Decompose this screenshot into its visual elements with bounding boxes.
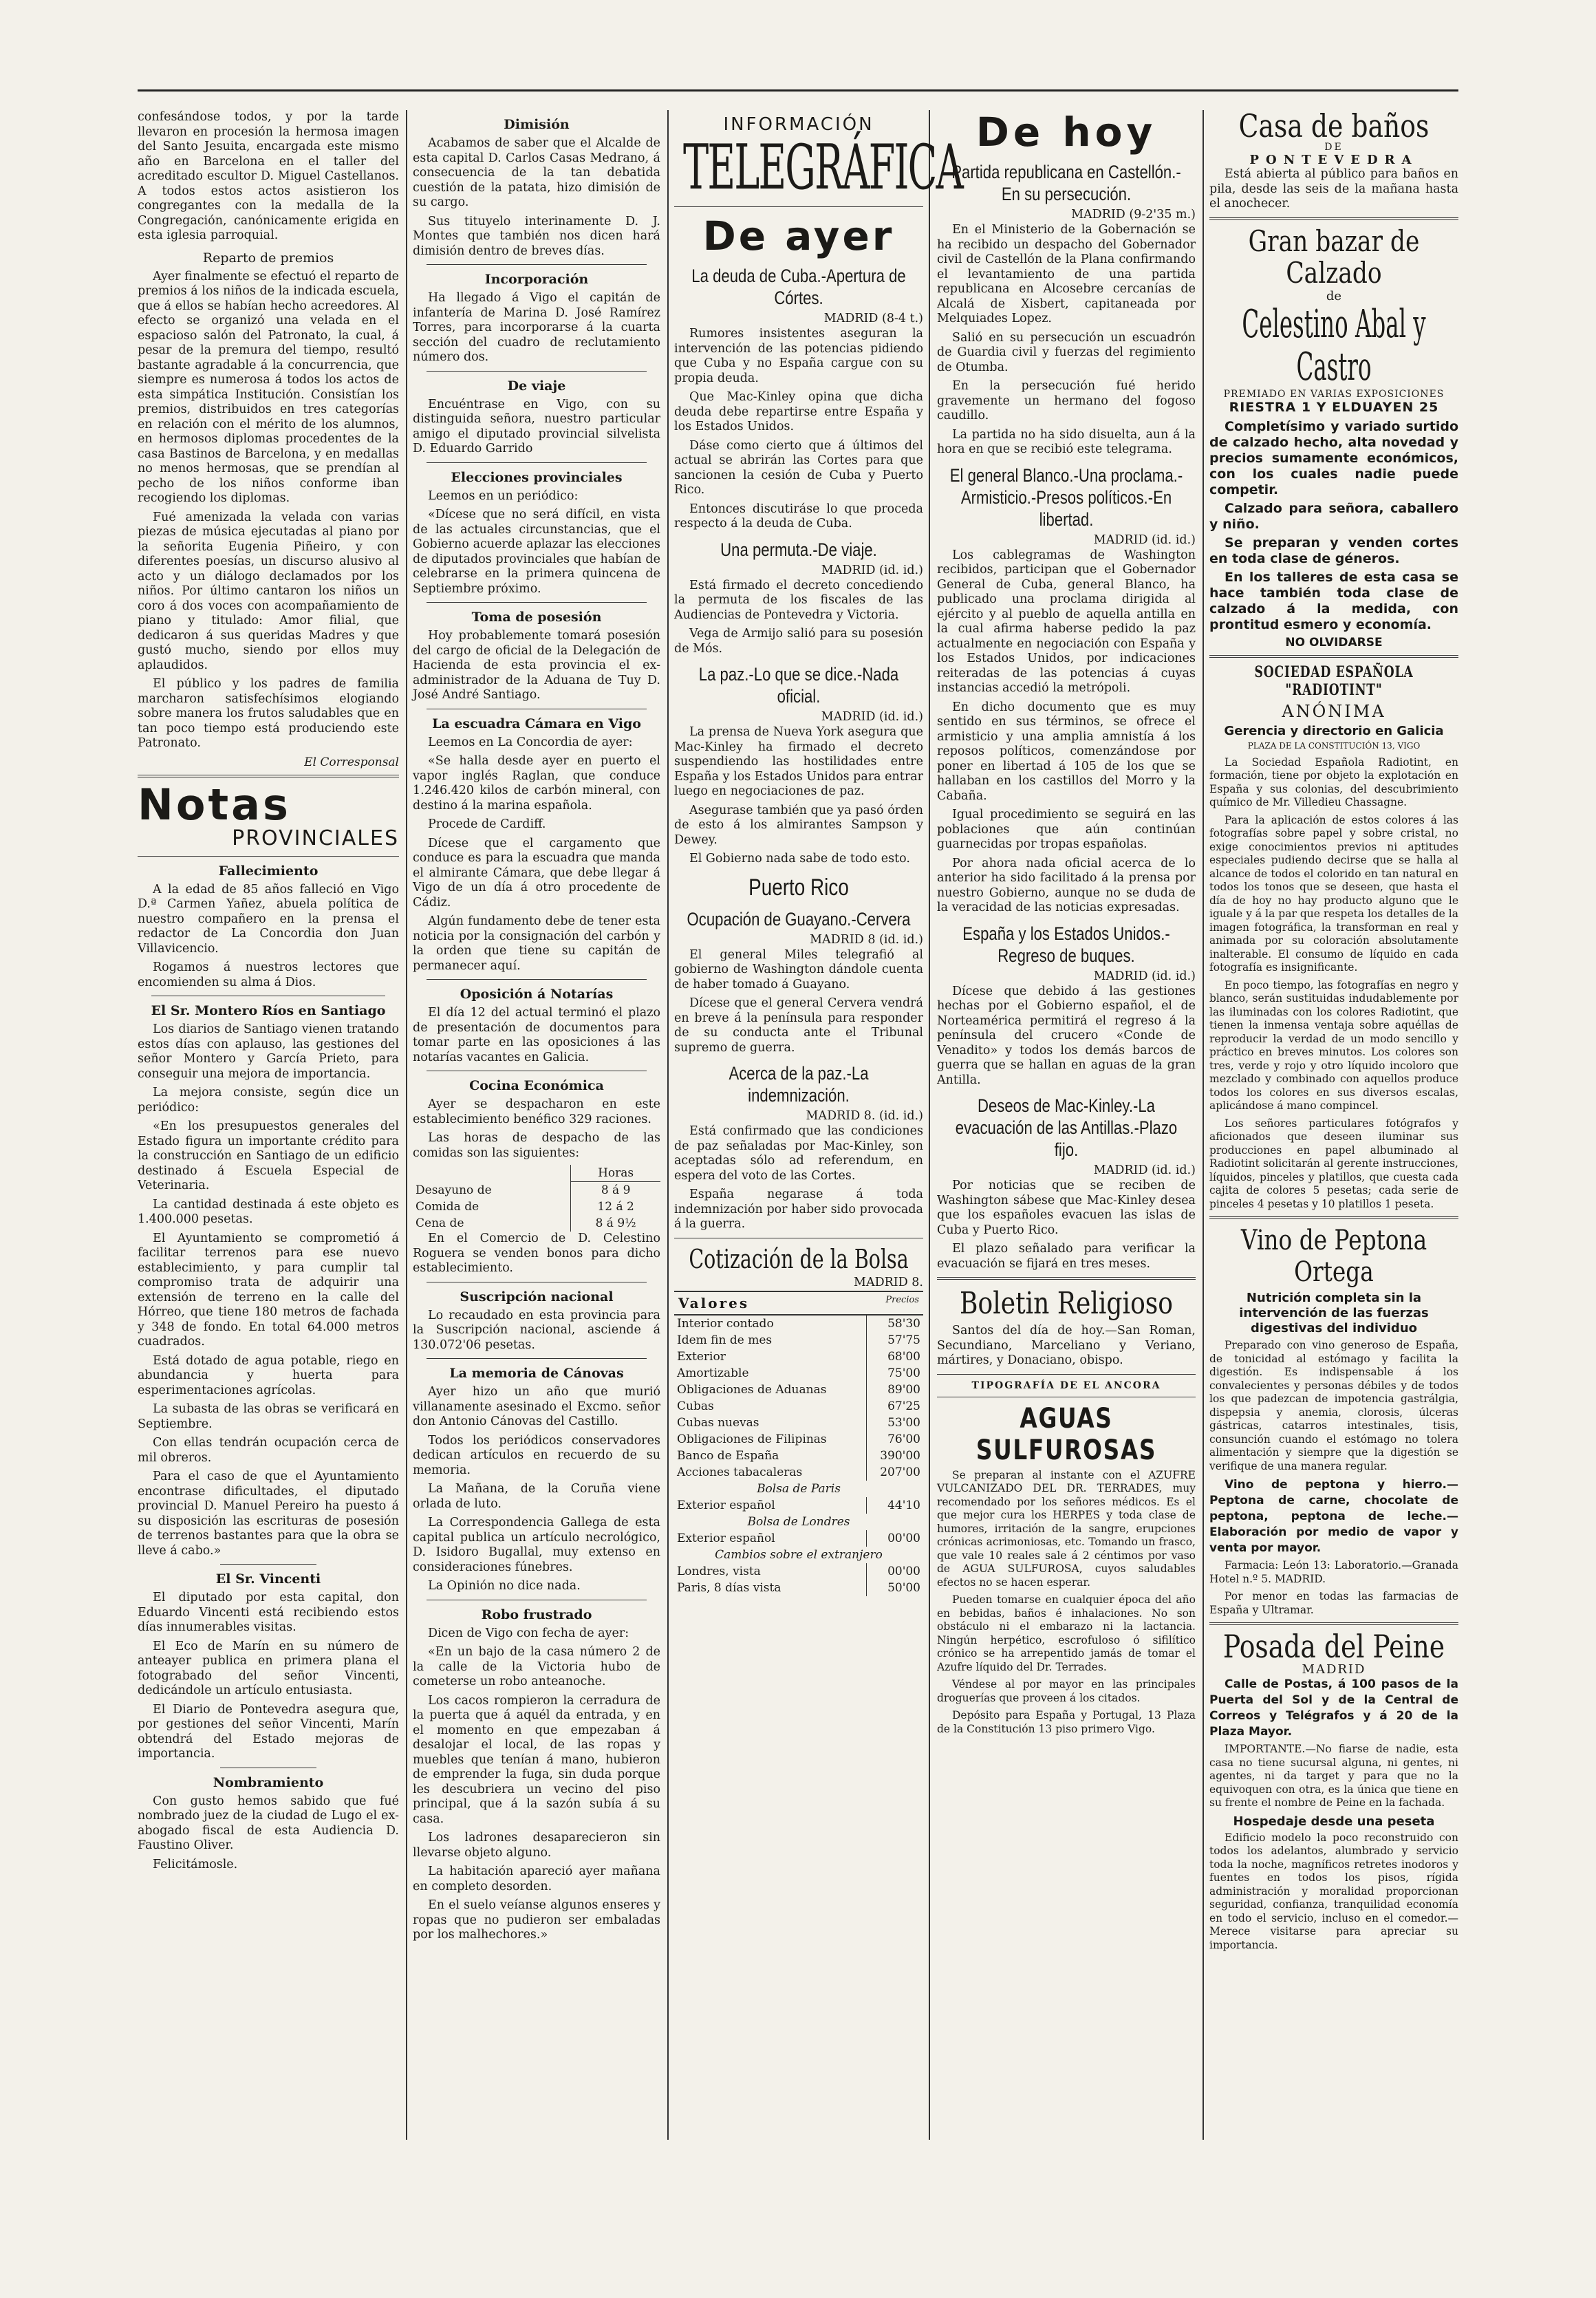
boletin-title: Boletin Religioso bbox=[959, 1286, 1174, 1321]
de-hoy-title: De hoy bbox=[975, 109, 1157, 155]
table-cell: Cena de bbox=[416, 1216, 464, 1230]
valores-label: Valores bbox=[678, 1294, 750, 1311]
article-text: Salió en su persecución un escuadrón de Guardia civil y fuerzas del regimiento de Otumba. bbox=[937, 330, 1196, 374]
table-row bbox=[413, 1182, 660, 1199]
newspaper-page bbox=[138, 89, 1458, 2140]
news-headline: Una permuta.-De viaje. bbox=[720, 539, 877, 560]
article-text: Con gusto hemos sabido que fué nombrado juez de la ciudad de Lugo el ex-abogado fiscal de esta Audiencia D. Faustino Oliver. bbox=[138, 1794, 399, 1852]
table-cell: 00'00 bbox=[866, 1563, 923, 1580]
table-header: Horas bbox=[571, 1165, 660, 1182]
article-text: Acabamos de saber que el Alcalde de esta capital D. Carlos Casas Medrano, á consecuencia de la tan debatida cuestión de la patata, hizo dimisión de su cargo. bbox=[413, 136, 660, 209]
peptona-subtitle: Nutrición completa sin la intervención de las fuerzas digestivas del individuo bbox=[1239, 1291, 1429, 1335]
bazar-name: Celestino Abal y Castro bbox=[1242, 301, 1426, 389]
article-text: El plazo señalado para verificar la evacuación se fijará en tres meses. bbox=[937, 1242, 1196, 1271]
article-text: A la edad de 85 años falleció en Vigo D.ª Carmen Yañez, abuela política de nuestro compañero en la prensa el redactor de La Concordia don Juan Villavicencio. bbox=[138, 882, 399, 956]
article-text: Dícese que el general Cervera vendrá en breve á la península para responder de su conducta ante el Tribunal supremo de guerra. bbox=[674, 996, 923, 1055]
section-title: El Sr. Montero Ríos en Santiago bbox=[151, 1003, 386, 1018]
ad-text: Vino de peptona y hierro.—Peptona de carne, chocolate de peptona, peptona de leche.—Elaboración por medio de vapor y venta por mayor. bbox=[1209, 1478, 1458, 1555]
section-title: Dimisión bbox=[504, 117, 570, 132]
table-cell: Cubas nuevas bbox=[677, 1415, 759, 1430]
table-row bbox=[674, 1497, 923, 1514]
table-row bbox=[674, 1580, 923, 1596]
table-cell: 8 á 9 bbox=[571, 1182, 660, 1199]
article-text: «Dícese que no será difícil, en vista de las actuales circunstancias, que el Gobierno acuerde aplazar las elecciones de diputados provinciales que habían de celebrarse en la primera quincena de Septiembre próximo. bbox=[413, 508, 660, 596]
article-text: El diputado por esta capital, don Eduardo Vincenti está recibiendo estos días innumerables visitas. bbox=[138, 1591, 399, 1634]
section-title: Oposición á Notarías bbox=[460, 987, 614, 1002]
table-row bbox=[674, 1316, 923, 1332]
cocina-hours-table bbox=[413, 1165, 660, 1232]
table-cell: Obligaciones de Filipinas bbox=[677, 1432, 827, 1446]
ad-text: Calle de Postas, á 100 pasos de la Puerta del Sol y de la Central de Correos y Telégrafos y á 20 de la Plaza Mayor. bbox=[1209, 1677, 1458, 1739]
article-text: Por noticias que se reciben de Washington sábese que Mac-Kinley desea que los españoles evacuen las islas de Cuba y Puerto Rico. bbox=[937, 1179, 1196, 1237]
table-cell: Interior contado bbox=[677, 1316, 774, 1331]
aguas-title: AGUAS SULFUROSAS bbox=[975, 1402, 1157, 1466]
table-row bbox=[674, 1415, 923, 1431]
radiotint-anonima: ANÓNIMA bbox=[1282, 701, 1386, 721]
dateline: MADRID (id. id.) bbox=[821, 563, 923, 577]
divider bbox=[937, 1277, 1196, 1280]
article-text: Las horas de despacho de las comidas son las siguientes: bbox=[413, 1131, 660, 1160]
table-cell: 89'00 bbox=[866, 1382, 923, 1398]
table-cell: 44'10 bbox=[866, 1497, 923, 1514]
ad-text: Para la aplicación de estos colores á las fotografías sobre papel y sobre cristal, no exige conocimientos previos ni aptitudes especiales pudiendo decirse que se halla al alcance de todos el colorido en tan natural en todos los tonos que se deseen, que hasta el día de hoy no hay producto alguno que le iguale y á la par que respeta los detalles de la imagen fotográfica, la transforman en real y animada por su coloración absolutamente inalterable. El consumo de líquido en cada fotografía es insignificante. bbox=[1209, 813, 1458, 974]
notas-title: Notas bbox=[138, 779, 291, 830]
cotizacion-title: Cotización de la Bolsa bbox=[689, 1243, 909, 1274]
posada-title: Posada del Peine bbox=[1222, 1628, 1445, 1665]
table-cell: 390'00 bbox=[866, 1448, 923, 1464]
divider bbox=[138, 775, 399, 777]
article-text: Por ahora nada oficial acerca de lo anterior ha sido facilitado á la prensa por nuestro Gobierno, aunque no se duda de la veracidad de las noticias expresadas. bbox=[937, 856, 1196, 914]
table-cell: 12 á 2 bbox=[571, 1199, 660, 1215]
article-text: Está dotado de agua potable, riego en abundancia y huerta para esperimentaciones agrícolas. bbox=[138, 1353, 399, 1397]
table-cell: 75'00 bbox=[866, 1365, 923, 1382]
article-text: El general Miles telegrafió al gobierno de Washington dándole cuenta de haber tomado á Guayano. bbox=[674, 947, 923, 991]
bazar-premiado: PREMIADO EN VARIAS EXPOSICIONES bbox=[1223, 388, 1445, 400]
article-text: Vega de Armijo salió para su posesión de Mós. bbox=[674, 627, 923, 656]
column-5 bbox=[1209, 107, 1458, 2140]
divider bbox=[427, 602, 647, 603]
radiotint-address: PLAZA DE LA CONSTITUCIÓN 13, VIGO bbox=[1247, 740, 1421, 751]
ad-text: Véndese al por mayor en las principales droguerías que proveen á los citados. bbox=[937, 1678, 1196, 1704]
article-text: En el suelo veíanse algunos enseres y ropas que no pudieron ser embaladas por los malhechores.» bbox=[413, 1898, 660, 1942]
article-text: La habitación apareció ayer mañana en completo desorden. bbox=[413, 1865, 660, 1893]
dateline: MADRID (8-4 t.) bbox=[823, 312, 923, 325]
news-headline: Acerca de la paz.-La indemnización. bbox=[729, 1063, 869, 1106]
article-text: Igual procedimiento se seguirá en las poblaciones que aún continúan guarnecidas por tropas españolas. bbox=[937, 808, 1196, 851]
article-text: Leemos en La Concordia de ayer: bbox=[428, 735, 633, 749]
article-text: La Opinión no dice nada. bbox=[428, 1579, 581, 1593]
article-text: Santos del día de hoy.—San Roman, Secundiano, Marceliano y Veriano, mártires, y Donaciano, obispo. bbox=[937, 1324, 1196, 1367]
article-text: Ha llegado á Vigo el capitán de infantería de Marina D. José Ramírez Torres, para incorporarse á la cuarta sección del cuadro de reclutamiento número dos. bbox=[413, 291, 660, 364]
article-text: Ayer se despacharon en este establecimiento benéfico 329 raciones. bbox=[413, 1097, 660, 1126]
article-text: La Correspondencia Gallega de esta capital publica un artículo necrológico, D. Isidoro Bugallal, muy extenso en consideraciones fúnebres. bbox=[413, 1516, 660, 1574]
article-text: Los diarios de Santiago vienen tratando estos días con aplauso, las gestiones del señor Montero y García Prieto, para conseguir una mejora de importancia. bbox=[138, 1022, 399, 1081]
divider bbox=[1209, 1216, 1458, 1219]
news-headline: Puerto Rico bbox=[748, 874, 849, 901]
section-title: Incorporación bbox=[484, 272, 589, 287]
article-text: El público y los padres de familia marcharon satisfechísimos elogiando sobre manera los frutos saludables que en tan poco tiempo está produciendo este Patronato. bbox=[138, 677, 399, 750]
table-row bbox=[674, 1382, 923, 1398]
ad-text: Preparado con vino generoso de España, de tonicidad al estómago y facilita la digestión. Es indispensable á los convalecientes y personas débiles y de todos los que padezcan de impotencia gastrálgia, dispepsia y anemia, clorosis, úlceras gástricas, catarros intestinales, tisis, consunción cuando el estómago no tolera alimentación y siempre que la digestión se verifique de una manera regular. bbox=[1209, 1339, 1458, 1472]
banos-de: DE bbox=[1324, 142, 1344, 153]
article-text: El Ayuntamiento se comprometió á facilitar terrenos para ese nuevo establecimiento, y para cumplir tal compromiso trata de adquirir una extensión de terreno en la calle del Hórreo, que tiene 180 metros de fachada y 348 de fondo. En total 64.000 metros cuadrados. bbox=[138, 1231, 399, 1349]
article-text: En dicho documento que es muy sentido en sus términos, se ofrece el armisticio y una amplia amnistía á los reposos políticos, comenzándose por poner en libertad á 105 de los que se hallaban en los castillos del Morro y la Cabaña. bbox=[937, 700, 1196, 803]
section-title: La memoria de Cánovas bbox=[449, 1366, 624, 1381]
ad-text: La Sociedad Española Radiotint, en formación, tiene por objeto la explotación en España y sus colonias, del descubrimiento químico de Mr. Villedieu Chassagne. bbox=[1209, 755, 1458, 808]
table-row bbox=[413, 1215, 660, 1232]
article-text: Felicitámosle. bbox=[153, 1857, 238, 1871]
column-2 bbox=[413, 110, 660, 2140]
divider bbox=[427, 264, 647, 265]
article-text: Rogamos á nuestros lectores que encomienden su alma á Dios. bbox=[138, 960, 399, 989]
table-cell: 50'00 bbox=[866, 1580, 923, 1596]
table-row bbox=[413, 1199, 660, 1215]
article-text: Encuéntrase en Vigo, con su distinguida señora, nuestro particular amigo el diputado provincial silvelista D. Eduardo Garrido bbox=[413, 397, 660, 455]
article-text: «Se halla desde ayer en puerto el vapor inglés Raglan, que conduce 1.246.420 kilos de carbón mineral, con destino á la marina española. bbox=[413, 754, 660, 813]
section-title: Suscripción nacional bbox=[460, 1289, 614, 1304]
ad-text: En poco tiempo, las fotografías en negro y blanco, serán sustituidas indudablemente por las iluminadas con los colores Radiotint, que tienen la inmensa ventaja sobre aquéllas de reproducir la verdad de un modo sencillo y práctico en breves minutos. Los colores son tres, verde y rojo y otro líquido incoloro que mezclado y combinado con aquellos produce todos los colores en sus diversos escalas, aplicándose á mano compincel. bbox=[1209, 978, 1458, 1112]
divider bbox=[427, 1358, 647, 1359]
table-cell: Banco de España bbox=[677, 1448, 779, 1463]
table-cell: Londres, vista bbox=[677, 1564, 761, 1578]
ad-text: IMPORTANTE.—No fiarse de nadie, esta casa no tiene sucursal alguna, ni gentes, ni agentes, ni da target y para que no la equivoquen con otra, es la única que tiene en su frente el nombre de Peine en la fachada. bbox=[1209, 1743, 1458, 1809]
section-title: El Sr. Vincenti bbox=[215, 1571, 321, 1587]
news-headline: El general Blanco.-Una proclama.-Armisticio.-Presos políticos.-En libertad. bbox=[949, 464, 1183, 530]
divider bbox=[427, 462, 647, 463]
ad-text: Se preparan y venden cortes en toda clase de géneros. bbox=[1209, 535, 1458, 566]
article-text: Está firmado el decreto concediendo la permuta de los fiscales de las Audiencias de Pontevedra y Victoria. bbox=[674, 578, 923, 622]
column-1 bbox=[138, 110, 399, 2140]
table-row bbox=[674, 1365, 923, 1382]
radiotint-gerencia: Gerencia y directorio en Galicia bbox=[1224, 723, 1444, 738]
table-cell: 53'00 bbox=[866, 1415, 923, 1431]
article-text: «En un bajo de la casa número 2 de la calle de la Victoria hubo de cometerse un robo anteanoche. bbox=[413, 1645, 660, 1688]
section-title: La escuadra Cámara en Vigo bbox=[432, 716, 641, 731]
precios-label: Precios bbox=[885, 1294, 919, 1305]
divider bbox=[937, 1374, 1196, 1375]
bazar-address: RIESTRA 1 Y ELDUAYEN 25 bbox=[1229, 399, 1439, 415]
section-title: Elecciones provinciales bbox=[451, 469, 623, 485]
article-text: La prensa de Nueva York asegura que Mac-Kinley ha firmado el decreto suspendiendo las hostilidades entre España y los Estados Unidos para entrar luego en negociaciones de paz. bbox=[674, 725, 924, 798]
table-cell: Idem fin de mes bbox=[677, 1333, 773, 1347]
article-text: En la persecución fué herido gravemente un hermano del fogoso caudillo. bbox=[937, 379, 1196, 422]
table-cell: Cubas bbox=[677, 1399, 714, 1413]
table-cell: Exterior español bbox=[677, 1498, 775, 1512]
dateline: MADRID 8 (id. id.) bbox=[810, 932, 923, 947]
ad-text: Pueden tomarse en cualquier época del año en bebidas, baños é inhalaciones. No son obstáculo ni el embarazo ni la lactancia. Ningún herpético, escrofuloso ó sifilítico crónico se ha arrepentido jamás de tomar el Azufre líquido del Dr. Terrades. bbox=[937, 1593, 1196, 1673]
article-text: Dáse como cierto que á últimos del actual se abrirán las Cortes para que sancionen la cesión de Cuba y Puerto Rico. bbox=[674, 438, 923, 497]
article-text: La cantidad destinada á este objeto es 1.400.000 pesetas. bbox=[138, 1197, 399, 1226]
article-text: Algún fundamento debe de tener esta noticia por la consignación del carbón y la orden que tiene su capitán de permanecer aquí. bbox=[413, 914, 660, 973]
dateline: MADRID (id. id.) bbox=[1093, 533, 1196, 547]
article-text: Asegurase también que ya pasó órden de esto á los almirantes Sampson y Dewey. bbox=[674, 803, 923, 847]
news-headline: Deseos de Mac-Kinley.-La evacuación de las Antillas.-Plazo fijo. bbox=[955, 1095, 1178, 1160]
column-divider bbox=[667, 110, 669, 2140]
article-text: Todos los periódicos conservadores dedican artículos en recuerdo de su memoria. bbox=[413, 1433, 660, 1477]
ad-text: Calzado para señora, caballero y niño. bbox=[1209, 500, 1458, 532]
article-text: Para el caso de que el Ayuntamiento encontrase dificultades, el diputado provincial D. Manuel Pereiro ha puesto á su disposición las escrituras de posesión de terrenos bastantes para que la obra se lleve á cabo.» bbox=[138, 1470, 399, 1558]
article-text: Dícese que debido á las gestiones hechas por el Gobierno español, el de Norteamérica permitirá el regreso á la península del crucero «Conde de Venadito» y todos los demás barcos de guerra que se hallan en aguas de la gran Antilla. bbox=[937, 984, 1196, 1087]
banos-title: Casa de baños bbox=[1238, 107, 1430, 144]
ad-text: Depósito para España y Portugal, 13 Plaza de la Constitución 13 piso primero Vigo. bbox=[937, 1709, 1196, 1735]
article-text: Los cablegramas de Washington recibidos, participan que el Gobernador General de Cuba, general Blanco, ha publicado una proclama dirigida al ejército y al pueblo de aquella antilla en la cual afirma haberse pedido la paz actualmente en negociación con España y los Estados Unidos, por indicaciones reiteradas de las potencias á cuyas instancias accedió la metrópoli. bbox=[937, 548, 1196, 695]
peptona-title: Vino de Peptona Ortega bbox=[1240, 1225, 1427, 1288]
article-text: Procede de Cardiff. bbox=[428, 817, 546, 831]
ad-text: Los señores particulares fotógrafos y aficionados que deseen iluminar sus producciones en papel albuminado al Radiotint solicitarán al gerente instrucciones, líquidos, pinceles y platillos, que cuesta cada cajita de colores 5 pesetas; cada serie de pinceles 4 pesetas y 10 platillos 1 peseta. bbox=[1209, 1117, 1458, 1210]
table-row bbox=[674, 1398, 923, 1415]
bolsa-table bbox=[674, 1316, 923, 1596]
news-headline: La deuda de Cuba.-Apertura de Córtes. bbox=[691, 266, 906, 308]
valores-header bbox=[674, 1291, 923, 1316]
article-text: La mejora consiste, según dice un periódico: bbox=[138, 1086, 399, 1115]
telegrafica-masthead: TELEGRÁFICA bbox=[682, 131, 962, 204]
article-text: Que Mac-Kinley opina que dicha deuda debe repartirse entre España y los Estados Unidos. bbox=[674, 390, 923, 433]
table-row bbox=[674, 1563, 923, 1580]
table-cell: 207'00 bbox=[866, 1464, 923, 1481]
ad-text: En los talleres de esta casa se hace también toda clase de calzado á la medida, con prontitud esmero y economía. bbox=[1209, 569, 1458, 632]
table-cell: Amortizable bbox=[677, 1366, 749, 1380]
divider bbox=[674, 206, 923, 207]
notas-subtitle: PROVINCIALES bbox=[232, 826, 399, 850]
de-ayer-title: De ayer bbox=[702, 213, 895, 259]
article-text: La partida no ha sido disuelta, aun á la hora en que se recibió este telegrama. bbox=[937, 427, 1196, 456]
table-cell: Obligaciones de Aduanas bbox=[677, 1382, 827, 1397]
article-text: Los cacos rompieron la cerradura de la puerta que á aquél da entrada, y en el momento en que empezaban á desalojar el local, de las ropas y muebles que tenían á mano, hubieron de emprender la fuga, sin duda porque les descubriera un vecino del piso principal, que á la sazón subía á su casa. bbox=[413, 1693, 660, 1826]
ad-text: Se preparan al instante con el AZUFRE VULCANIZADO DEL DR. TERRADES, muy recomendado por los señores médicos. Es el que mejor cura los HERPES y toda clase de humores, irritación de la sangre, erupciones crónicas acrimoniosas, etc. Tomando un frasco, que vale 10 reales sale á 2 céntimos por vaso de AGUA SULFUROSA, cuyos saludables efectos no se hacen esperar. bbox=[937, 1468, 1196, 1589]
ad-text: Por menor en todas las farmacias de España y Ultramar. bbox=[1209, 1590, 1458, 1616]
informacion-label: INFORMACIÓN bbox=[723, 114, 874, 135]
table-cell: Exterior español bbox=[677, 1531, 775, 1545]
article-text: Rumores insistentes aseguran la intervención de las potencias pidiendo que Cuba y no España cargue con su propia deuda. bbox=[674, 327, 923, 385]
section-title: Toma de posesión bbox=[471, 610, 602, 625]
table-row bbox=[674, 1332, 923, 1349]
divider bbox=[1209, 217, 1458, 220]
table-cell: 57'75 bbox=[866, 1332, 923, 1349]
section-title: Nombramiento bbox=[213, 1774, 324, 1790]
dateline: MADRID 8. bbox=[854, 1275, 923, 1289]
section-title: Cocina Económica bbox=[469, 1078, 604, 1093]
divider bbox=[427, 371, 647, 372]
column-divider bbox=[406, 110, 407, 2140]
article-text: El Diario de Pontevedra asegura que, por gestiones del señor Vincenti, Marín obtendrá del Estado mejoras de importancia. bbox=[138, 1702, 399, 1761]
table-cell: 76'00 bbox=[866, 1431, 923, 1448]
article-text: Ayer finalmente se efectuó el reparto de premios á los niños de la indicada escuela, que á ellos se habían hecho acreedores. Al efecto se organizó una velada en el espacioso salón del Patronato, la cual, á pesar de la premura del tiempo, resultó bastante agradable á la concurrencia, que siempre es numerosa á todos los actos de esta simpática Institución. Consistían los premios, distribuidos en tres categorías en relación con el mérito de los alumnos, en hermosos diplomas procedentes de la casa Bastinos de Barcelona, y en medallas no menos hermosas, que se prendían al pecho de los niños conforme iban recogiendo los diplomas. bbox=[138, 269, 399, 505]
table-cell: 8 á 9½ bbox=[571, 1215, 660, 1232]
news-headline: España y los Estados Unidos.-Regreso de buques. bbox=[962, 923, 1170, 966]
table-cell: 58'30 bbox=[866, 1316, 923, 1332]
table-cell: 68'00 bbox=[866, 1349, 923, 1365]
column-divider bbox=[929, 110, 930, 2140]
table-cell: 67'25 bbox=[866, 1398, 923, 1415]
divider bbox=[1209, 1622, 1458, 1625]
section-title: De viaje bbox=[507, 378, 566, 394]
posada-city: MADRID bbox=[1302, 1662, 1366, 1677]
article-text: El Gobierno nada sabe de todo esto. bbox=[689, 852, 910, 866]
article-text: Lo recaudado en esta provincia para la Suscripción nacional, asciende á 130.072'06 pesetas. bbox=[413, 1308, 660, 1352]
table-cell: 00'00 bbox=[866, 1530, 923, 1547]
news-headline: La paz.-Lo que se dice.-Nada oficial. bbox=[698, 664, 899, 707]
table-cell: Exterior bbox=[677, 1349, 726, 1364]
bazar-olvidarse: NO OLVIDARSE bbox=[1285, 635, 1383, 649]
signature: El Corresponsal bbox=[304, 755, 399, 769]
news-headline: Partida republicana en Castellón.-En su persecución. bbox=[951, 162, 1181, 204]
table-cell: Comida de bbox=[416, 1200, 479, 1214]
article-text: La Mañana, de la Coruña viene orlada de luto. bbox=[413, 1482, 660, 1511]
article-text: Los ladrones desaparecieron sin llevarse objeto alguno. bbox=[413, 1831, 660, 1860]
divider bbox=[220, 1564, 316, 1565]
ad-text: Completísimo y variado surtido de calzado hecho, alta novedad y precios sumamente económicos, con los cuales nadie puede competir. bbox=[1209, 418, 1458, 497]
article-text: España negarase á toda indemnización por haber sido provocada á la guerra. bbox=[674, 1188, 923, 1231]
article-text: Dícese que el cargamento que conduce es para la escuadra que manda el almirante Cámara, que debe llegar á Vigo de un día á otro procedente de Cádiz. bbox=[413, 836, 660, 910]
table-cell: Desayuno de bbox=[416, 1183, 492, 1197]
ad-text: Farmacia: León 13: Laboratorio.—Granada Hotel n.º 5. MADRID. bbox=[1209, 1559, 1458, 1585]
news-headline: Ocupación de Guayano.-Cervera bbox=[687, 908, 911, 930]
section-title: Reparto de premios bbox=[202, 250, 334, 266]
bazar-de: de bbox=[1326, 288, 1342, 303]
posada-hospedaje: Hospedaje desde una peseta bbox=[1233, 1814, 1435, 1829]
article-text: Fué amenizada la velada con varias piezas de música ejecutadas al piano por la señorita Eugenia Piñeiro, y con diferentes poesías, un discurso alusivo al acto y un diálogo declamados por los niños. Por último cantaron los niños un coro á dos voces con acompañamiento de piano y titulado: Amor filial, que dedicaron á sus queridas Madres y que gustó mucho, siendo por ellos muy aplaudidos. bbox=[138, 510, 399, 672]
column-4 bbox=[937, 110, 1196, 2140]
article-text: Dicen de Vigo con fecha de ayer: bbox=[428, 1626, 629, 1640]
table-cell: Paris, 8 días vista bbox=[677, 1580, 781, 1595]
article-text: Sus tituyelo interinamente D. J. Montes que también nos dicen hará dimisión dentro de breves días. bbox=[413, 214, 660, 258]
article-text: Con ellas tendrán ocupación cerca de mil obreros. bbox=[138, 1436, 399, 1465]
divider bbox=[427, 979, 647, 980]
divider bbox=[138, 856, 399, 857]
article-text: Ayer hizo un año que murió villanamente asesinado el Excmo. señor don Antonio Cánovas del Castillo. bbox=[413, 1385, 660, 1428]
dateline: MADRID (id. id.) bbox=[821, 710, 923, 724]
ad-text: Está abierta al público para baños en pila, desde las seis de la mañana hasta el anochecer. bbox=[1209, 167, 1458, 211]
dateline: MADRID 8. (id. id.) bbox=[806, 1109, 923, 1123]
article-text: La subasta de las obras se verificará en Septiembre. bbox=[138, 1402, 399, 1431]
article-text: confesándose todos, y por la tarde llevaron en procesión la hermosa imagen del Santo Jesuita, encargada este mismo año en Barcelona en el taller del acreditado escultor D. Miguel Castellanos. A todos estos actos asistieron los congregantes con la medalla de la Congregación, canónicamente erigida en esta iglesia parroquial. bbox=[138, 110, 399, 242]
article-text: En el Ministerio de la Gobernación se ha recibido un despacho del Gobernador civil de Castellón de la Plana confirmando el levantamiento de una partida republicana en Alcosebre cercanías de Alcalá de Xisbert, capitaneada por Melquiades Lopez. bbox=[937, 223, 1196, 325]
article-text: «En los presupuestos generales del Estado figura un importante crédito para la construcción en Santiago de un edificio destinado á Escuela Especial de Veterinaria. bbox=[138, 1119, 399, 1192]
article-text: Entonces discutiráse lo que proceda respecto á la deuda de Cuba. bbox=[674, 502, 923, 530]
top-rule bbox=[138, 89, 1458, 92]
bazar-title: Gran bazar de Calzado bbox=[1248, 224, 1420, 290]
column-3 bbox=[674, 110, 962, 2140]
article-text: El Eco de Marín en su número de anteayer publica en primera plana el fotograbado del señor Vincenti, dedicándole un artículo entusiasta. bbox=[138, 1639, 399, 1697]
table-row bbox=[674, 1431, 923, 1448]
table-subheader: Bolsa de Londres bbox=[747, 1514, 850, 1529]
banos-city: PONTEVEDRA bbox=[1249, 153, 1419, 167]
table-subheader: Bolsa de Paris bbox=[757, 1481, 841, 1496]
dateline: MADRID (9-2'35 m.) bbox=[1071, 208, 1196, 222]
table-subheader: Cambios sobre el extranjero bbox=[715, 1547, 883, 1562]
table-row bbox=[674, 1464, 923, 1481]
article-text: En el Comercio de D. Celestino Roguera se venden bonos para dicho establecimiento. bbox=[413, 1232, 660, 1275]
dateline: MADRID (id. id.) bbox=[1093, 1163, 1196, 1177]
table-row bbox=[674, 1448, 923, 1464]
table-cell: Acciones tabacaleras bbox=[677, 1465, 803, 1479]
article-text: Leemos en un periódico: bbox=[428, 488, 579, 503]
article-text: Está confirmado que las condiciones de paz señaladas por Mac-Kinley, son aceptadas sólo ad referendum, en espera del voto de las Cortes. bbox=[674, 1124, 923, 1183]
divider bbox=[1209, 655, 1458, 658]
table-row bbox=[674, 1530, 923, 1547]
article-text: Hoy probablemente tomará posesión del cargo de oficial de la Delegación de Hacienda de esta provincia el ex-administrador de la Aduana de Tuy D. José André Santiago. bbox=[413, 629, 660, 702]
dateline: MADRID (id. id.) bbox=[1093, 969, 1196, 983]
article-text: El día 12 del actual terminó el plazo de presentación de documentos para tomar parte en las oposiciones á las notarías vacantes en Galicia. bbox=[413, 1006, 660, 1064]
section-title: Fallecimiento bbox=[218, 863, 319, 879]
ad-text: Edificio modelo la poco reconstruido con todos los adelantos, alumbrado y servicio toda la noche, magníficos retretes inodoros y fuentes en todos los pisos, rígida administración y moralidad proporcionan seguridad, confianza, tranquilidad economía en todo el servicio, incluso en el comedor.—Merece visitarse para apreciar su importancia. bbox=[1209, 1831, 1458, 1951]
imprenta-label: TIPOGRAFÍA DE EL ANCORA bbox=[971, 1379, 1161, 1391]
radiotint-title: SOCIEDAD ESPAÑOLA "RADIOTINT" bbox=[1254, 663, 1414, 699]
section-title: Robo frustrado bbox=[481, 1607, 592, 1622]
table-row bbox=[674, 1349, 923, 1365]
column-divider bbox=[1203, 110, 1204, 2140]
